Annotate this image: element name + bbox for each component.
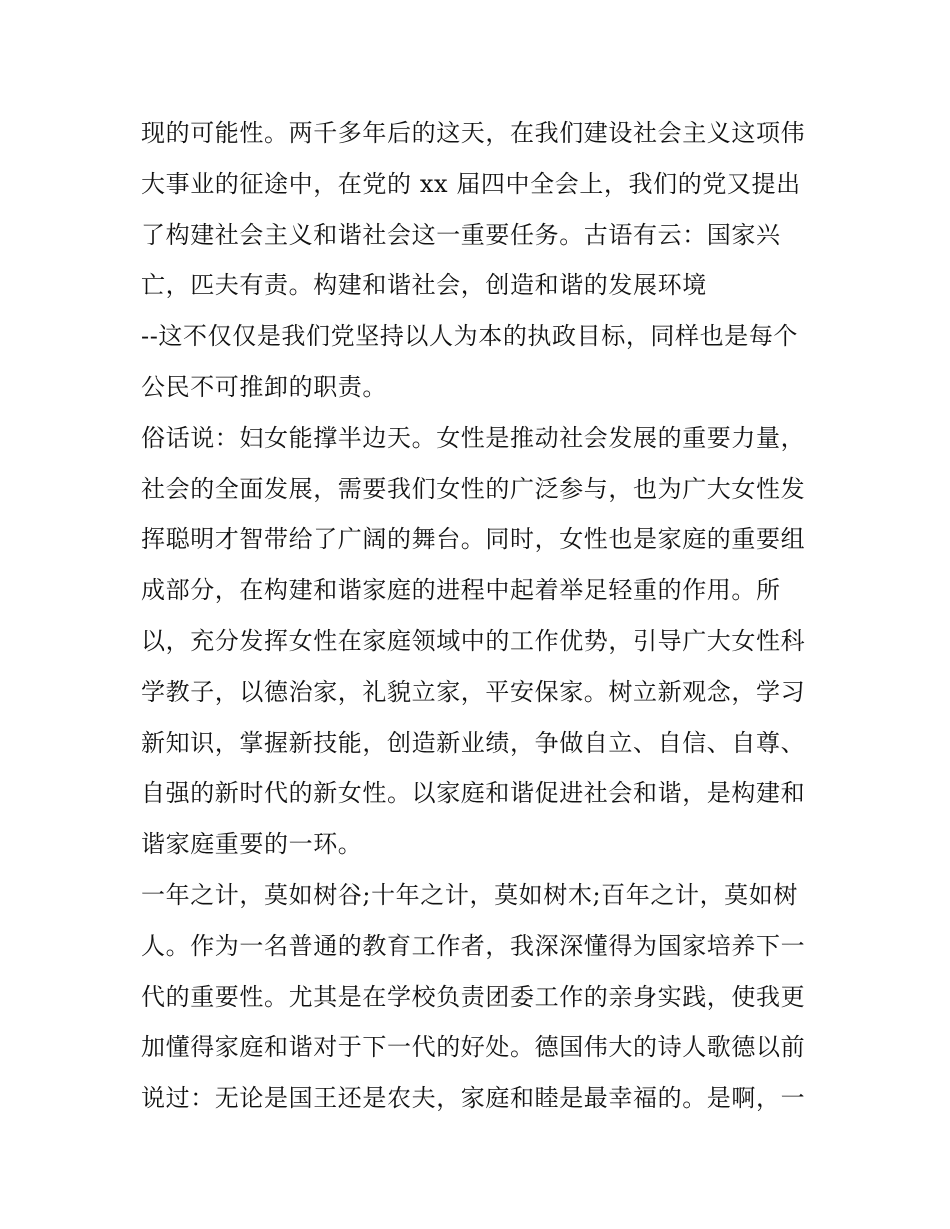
- text-line: 新知识，掌握新技能，创造新业绩，争做自立、自信、自尊、: [141, 728, 806, 757]
- text-line: 成部分，在构建和谐家庭的进程中起着举足轻重的作用。所: [141, 576, 781, 605]
- document-body: [141, 108, 821, 1124]
- text-line: 挥聪明才智带给了广阔的舞台。同时，女性也是家庭的重要组: [141, 525, 806, 554]
- text-line: 代的重要性。尤其是在学校负责团委工作的亲身实践，使我更: [141, 982, 806, 1011]
- text-line: 学教子，以德治家，礼貌立家，平安保家。树立新观念，学习: [141, 677, 806, 706]
- text-line: 公民不可推卸的职责。: [141, 372, 387, 401]
- text-line: --这不仅仅是我们党坚持以人为本的执政目标，同样也是每个: [141, 322, 799, 351]
- text-line: 大事业的征途中，在党的 xx 届四中全会上，我们的党又提出: [141, 169, 801, 198]
- text-line: 现的可能性。两千多年后的这天，在我们建设社会主义这项伟: [141, 119, 806, 147]
- text-line: 了构建社会主义和谐社会这一重要任务。古语有云：国家兴: [141, 220, 781, 249]
- text-line: 谐家庭重要的一环。: [141, 830, 363, 859]
- text-line: 自强的新时代的新女性。以家庭和谐促进社会和谐，是构建和: [141, 779, 806, 808]
- text-line: 俗话说：妇女能撑半边天。女性是推动社会发展的重要力量，: [141, 423, 806, 452]
- text-line: 以，充分发挥女性在家庭领域中的工作优势，引导广大女性科: [141, 626, 806, 655]
- text-line: 人。作为一名普通的教育工作者，我深深懂得为国家培养下一: [141, 931, 806, 960]
- text-line: 亡，匹夫有责。构建和谐社会，创造和谐的发展环境: [141, 271, 707, 300]
- text-line: 社会的全面发展，需要我们女性的广泛参与，也为广大女性发: [141, 474, 806, 503]
- text-line: 说过：无论是国王还是农夫，家庭和睦是最幸福的。是啊，一: [141, 1084, 806, 1113]
- text-line: 加懂得家庭和谐对于下一代的好处。德国伟大的诗人歌德以前: [141, 1033, 806, 1062]
- text-line: 一年之计，莫如树谷;十年之计，莫如树木;百年之计，莫如树: [141, 880, 798, 909]
